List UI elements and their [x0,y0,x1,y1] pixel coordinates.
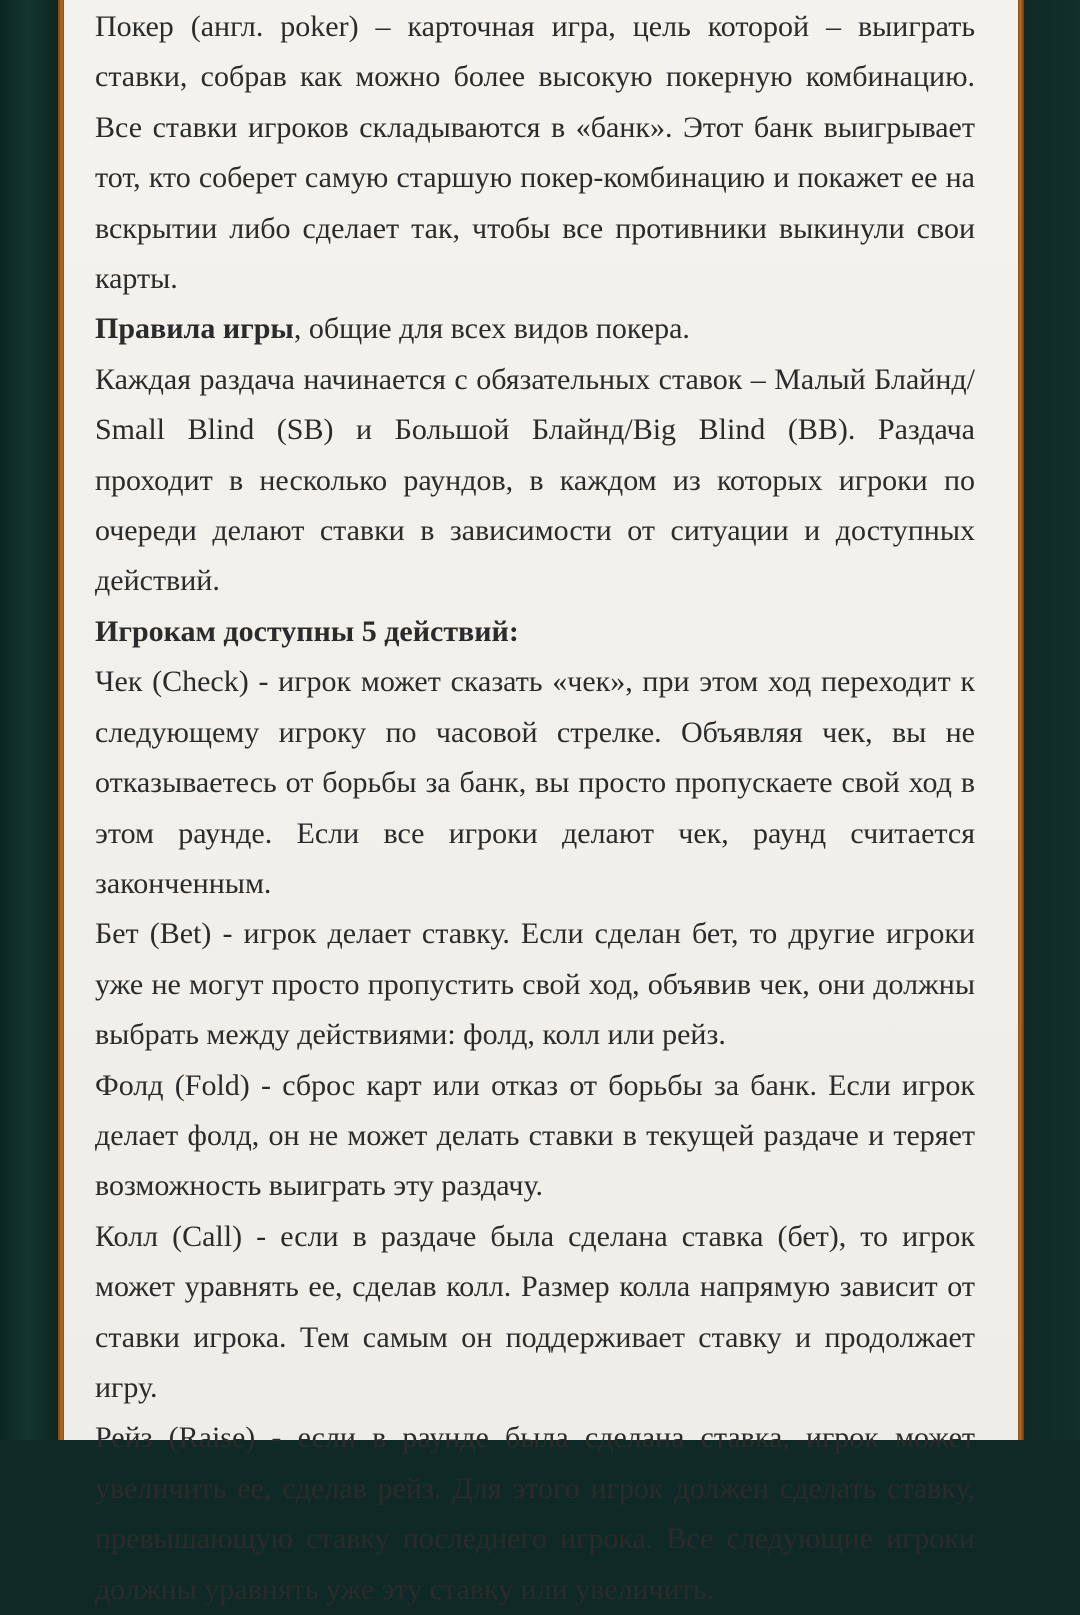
rules-paragraph: Каждая раздача начинается с обязательных ставок – Малый Блайнд/ Small Blind (SB) и Большой Блайнд/Big Blind (BB). Раздача проходит в несколько раундов, в каждом из которых игроки по очереди делают ставки в зависимости от ситуации и доступных действий. [95,362,975,598]
raise-paragraph: Рейз (Raise) - если в раунде была сделана ставка, игрок может увеличить ее, сделав рейз. Для этого игрок должен сделать ставку, превышающую ставку последнего игрока. Все следующие игроки должны уравнять уже эту ставку или увеличить. [95,1421,975,1606]
bet-paragraph: Бет (Bet) - игрок делает ставку. Если сделан бет, то другие игроки уже не могут просто пропустить свой ход, объявив чек, они должны выбрать между действиями: фолд, колл или рейз. [95,917,975,1052]
rules-heading-rest: , общие для всех видов покера. [293,312,690,346]
check-paragraph: Чек (Check) - игрок может сказать «чек», при этом ход переходит к следующему игроку по часовой стрелке. Объявляя чек, вы не отказываетесь от борьбы за банк, вы просто пропускаете свой ход в этом раунде. Если все игроки делают чек, раунд считается законченным. [95,665,975,900]
rules-text [95,2,975,1615]
intro-paragraph: Покер (англ. poker) – карточная игра, цель которой – выиграть ставки, собрав как можно более высокую покерную комбинацию. Все ставки игроков складываются в «банк». Этот банк выигрывает тот, кто соберет самую старшую покер-комбинацию и покажет ее на вскрытии либо сделает так, чтобы все противники выкинули свои карты. [95,10,975,296]
call-paragraph: Колл (Call) - если в раздаче была сделана ставка (бет), то игрок может уравнять ее, сделав колл. Размер колла напрямую зависит от ставки игрока. Тем самым он поддерживает ставку и продолжает игру. [95,1219,975,1404]
rules-heading: Правила игры [95,312,294,346]
fold-paragraph: Фолд (Fold) - сброс карт или отказ от борьбы за банк. Если игрок делает фолд, он не может делать ставки в текущей раздаче и теряет возможность выиграть эту раздачу. [95,1068,975,1203]
rules-heading-line [95,304,975,354]
right-orange-border [1018,0,1024,1440]
actions-heading-line [95,607,975,657]
actions-heading: Игрокам доступны 5 действий: [95,614,519,648]
